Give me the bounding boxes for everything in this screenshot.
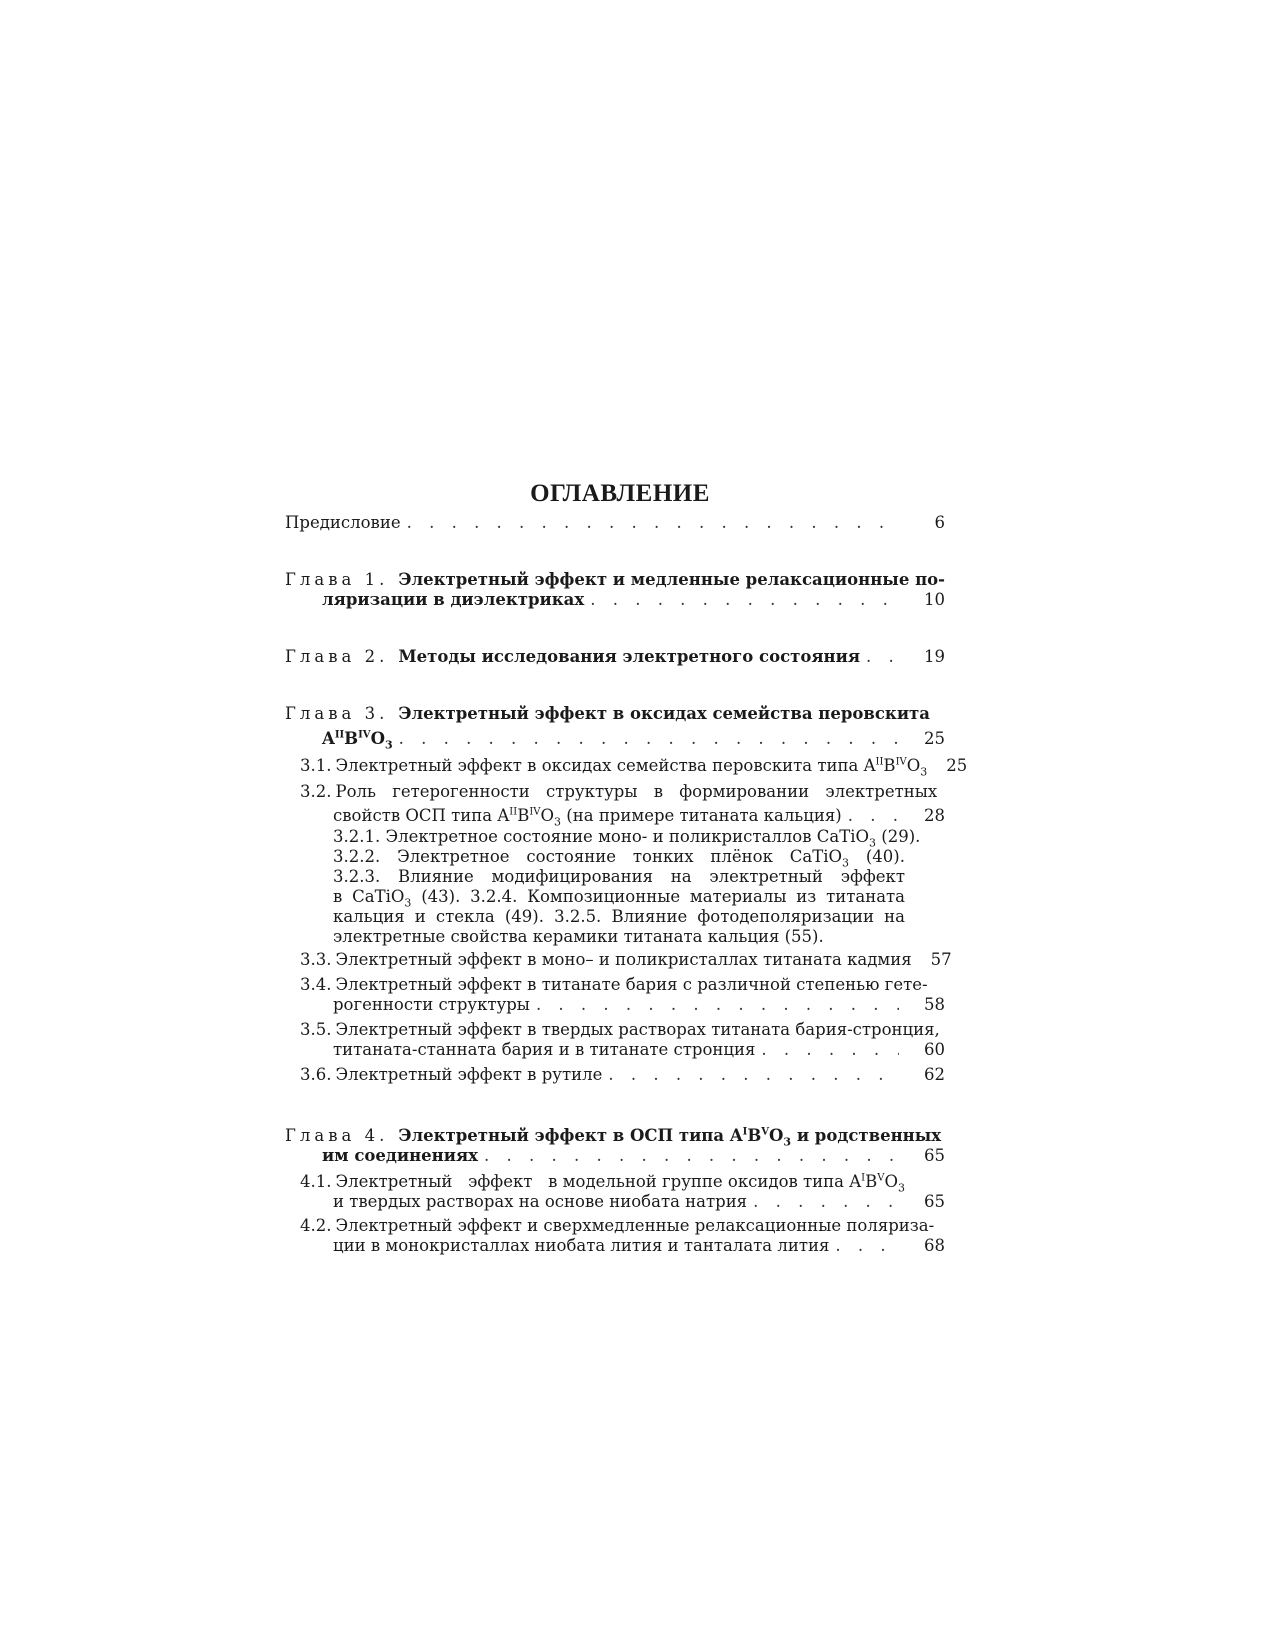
chapter-prefix: Глава 1. [285, 570, 389, 589]
subsection-3-2-1: 3.2.1. Электретное состояние моно- и поликристаллов CaTiO$_3$ (29). [333, 827, 921, 850]
toc-entry-3-6[interactable] [285, 1065, 945, 1085]
chapter-title: Электретный эффект в оксидах семейства перовскита [398, 704, 930, 723]
leader-dots [848, 806, 899, 826]
page-number: 25 [924, 729, 945, 748]
section-number: 4.2. [300, 1216, 332, 1235]
page-title: ОГЛАВЛЕНИЕ [530, 480, 710, 507]
toc-entry-chapter-4[interactable] [285, 1126, 945, 1149]
chapter-prefix: Глава 4. [285, 1126, 389, 1145]
toc-entry-3-2[interactable] [285, 782, 945, 802]
section-number: 3.3. [300, 950, 332, 969]
toc-entry-chapter-3-cont [285, 729, 945, 752]
section-title-cont: рогенности структуры [333, 995, 530, 1014]
section-number: 3.2. [300, 782, 332, 801]
section-number: 3.6. [300, 1065, 332, 1084]
toc-entry-chapter-3[interactable] [285, 704, 945, 724]
leader-dots [835, 1236, 899, 1256]
leader-dots [407, 513, 899, 533]
section-title: Электретный эффект в рутиле [335, 1065, 603, 1084]
subsection-3-2-6: электретные свойства керамики титаната кальция (55). [333, 927, 824, 946]
toc-entry-chapter-1-cont [285, 590, 945, 610]
page-number: 25 [946, 756, 968, 775]
chapter-title: Электретный эффект и медленные релаксационные по- [398, 570, 945, 589]
subsection-3-2-2: 3.2.2. Электретное состояние тонких плёнок CaTiO$_3$ (40). [333, 847, 905, 870]
section-title: Электретный эффект и сверхмедленные релаксационные поляриза- [335, 1216, 935, 1235]
toc-entry-4-2[interactable] [285, 1216, 945, 1236]
page-number: 65 [924, 1146, 945, 1165]
section-title-cont: ции в монокристаллах ниобата лития и танталата лития [333, 1236, 830, 1255]
page-number: 57 [930, 950, 952, 969]
toc-entry-3-2-cont [285, 806, 945, 829]
chapter-title: Методы исследования электретного состояния [398, 647, 861, 666]
page-number: 10 [924, 590, 945, 609]
entry-label: Предисловие [285, 513, 401, 532]
page-number: 19 [924, 647, 945, 666]
page-number: 65 [924, 1192, 945, 1211]
chapter-title: Электретный эффект в ОСП типа $A^IB^VO_3$ и родственных [398, 1126, 942, 1149]
toc-entry-3-3[interactable] [285, 950, 952, 970]
chapter-title-cont: им соединениях [322, 1146, 479, 1165]
toc-entry-4-1-cont [285, 1192, 945, 1212]
leader-dots [590, 590, 899, 610]
section-title-cont: свойств ОСП типа $A^{II}B^{IV}O_3$ (на примере титаната кальция) [333, 806, 842, 829]
subsection-list [285, 827, 921, 850]
leader-dots [399, 729, 899, 749]
leader-dots [866, 647, 899, 667]
page-number: 62 [924, 1065, 945, 1084]
section-title: Электретный эффект в титанате бария с различной степенью гете- [335, 975, 928, 994]
section-title: Электретный эффект в модельной группе оксидов типа $A^IB^VO_3$ [335, 1172, 906, 1195]
toc-entry-3-1[interactable] [285, 756, 968, 779]
page-number: 60 [924, 1040, 945, 1059]
subsection-3-2-3: 3.2.3. Влияние модифицирования на электретный эффект [333, 867, 905, 886]
section-number: 3.4. [300, 975, 332, 994]
toc-entry-chapter-1[interactable] [285, 570, 945, 590]
page-number: 6 [934, 513, 945, 532]
section-number: 3.5. [300, 1020, 332, 1039]
chapter-prefix: Глава 3. [285, 704, 389, 723]
toc-entry-4-1[interactable] [285, 1172, 945, 1195]
toc-entry-3-4[interactable] [285, 975, 945, 995]
page-number: 58 [924, 995, 945, 1014]
subsection-3-2-4: в CaTiO$_3$ (43). 3.2.4. Композиционные материалы из титаната [333, 887, 906, 910]
toc-entry-3-5-cont [285, 1040, 945, 1060]
toc-entry-chapter-4-cont [285, 1146, 945, 1166]
chapter-prefix: Глава 2. [285, 647, 389, 666]
subsection-3-2-5: кальция и стекла (49). 3.2.5. Влияние фотодеполяризации на [333, 907, 905, 926]
section-number: 4.1. [300, 1172, 332, 1191]
section-title-cont: титаната-станната бария и в титанате стронция [333, 1040, 756, 1059]
leader-dots [753, 1192, 899, 1212]
toc-entry-preface[interactable] [285, 513, 945, 533]
leader-dots [484, 1146, 899, 1166]
toc-entry-4-2-cont [285, 1236, 945, 1256]
page-number: 68 [924, 1236, 945, 1255]
page-number: 28 [924, 806, 945, 825]
section-title: Электретный эффект в оксидах семейства перовскита типа $A^{II}B^{IV}O_3$ [335, 756, 928, 779]
section-title: Электретный эффект в твердых растворах титаната бария-стронция, [335, 1020, 940, 1039]
leader-dots [536, 995, 899, 1015]
leader-dots [761, 1040, 899, 1060]
chapter-formula: $A^{II}B^{IV}O_3$ [322, 729, 393, 752]
section-title-cont: и твердых растворах на основе ниобата натрия [333, 1192, 748, 1211]
toc-entry-3-4-cont [285, 995, 945, 1015]
leader-dots [608, 1065, 899, 1085]
section-title: Электретный эффект в моно– и поликристаллах титаната кадмия [335, 950, 912, 969]
toc-entry-3-5[interactable] [285, 1020, 945, 1040]
chapter-title-cont: ляризации в диэлектриках [322, 590, 585, 609]
section-title: Роль гетерогенности структуры в формировании электретных [335, 782, 938, 801]
toc-entry-chapter-2[interactable] [285, 647, 945, 667]
section-number: 3.1. [300, 756, 332, 775]
